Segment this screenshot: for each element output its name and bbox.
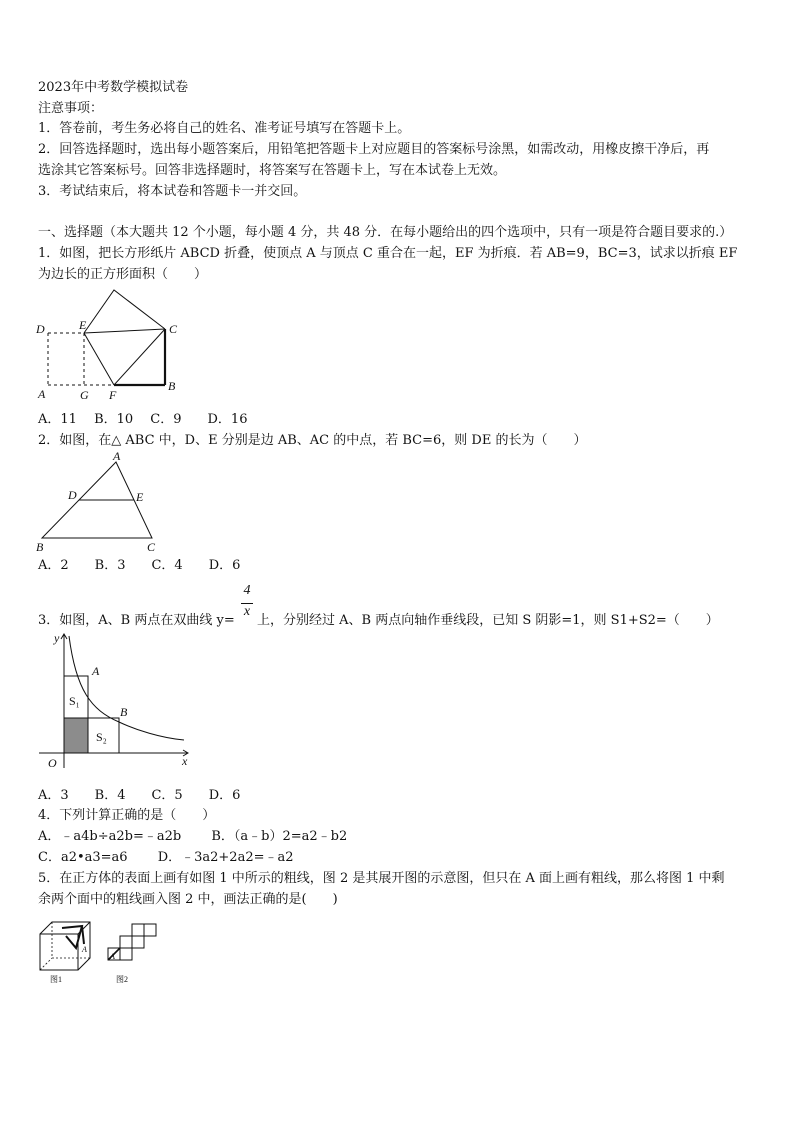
notice-title: 注意事项： xyxy=(38,101,104,116)
q3-text-before: 3．如图，A、B 两点在双曲线 y= xyxy=(38,613,235,628)
q4-options-row2: C．a2•a3=a6 D．﹣3a2+2a2=﹣a2 xyxy=(38,850,294,865)
notice-2: 2．回答选择题时，选出每小题答案后，用铅笔把答题卡上对应题目的答案标号涂黑，如需改动，用橡皮擦干净后，再 xyxy=(38,142,710,157)
q2-options: A．2 B．3 C．4 D．6 xyxy=(38,558,241,573)
label-A: A xyxy=(110,952,115,961)
label-A: A xyxy=(38,387,46,401)
label-G: G xyxy=(80,388,89,402)
notice-3: 3．考试结束后，将本试卷和答题卡一并交回。 xyxy=(38,184,307,199)
label-A: A xyxy=(82,945,87,954)
q3-text-after: 上，分别经过 A、B 两点向轴作垂线段，已知 S 阴影=1，则 S1+S2=（ ） xyxy=(257,613,719,628)
label-A: A xyxy=(92,664,100,678)
notice-1: 1．答卷前，考生务必将自己的姓名、准考证号填写在答题卡上。 xyxy=(38,121,411,136)
q2-text: 2．如图，在△ ABC 中，D、E 分别是边 AB、AC 的中点，若 BC=6，则 DE 的长为（ ） xyxy=(38,433,587,448)
exam-title: 2023年中考数学模拟试卷 xyxy=(38,80,189,95)
label-S1: S₁ xyxy=(69,694,80,708)
q2-figure xyxy=(34,448,164,556)
q5-figure-2-net xyxy=(104,922,164,988)
label-A: A xyxy=(113,449,121,463)
label-x: x xyxy=(182,754,188,768)
q4-text: 4．下列计算正确的是（ ） xyxy=(38,808,216,823)
q5-figure-1-cube xyxy=(36,918,96,988)
label-C: C xyxy=(147,540,156,554)
section-title: 一、选择题（本大题共 12 个小题，每小题 4 分，共 48 分．在每小题给出的四个选项中，只有一项是符合题目要求的.） xyxy=(38,225,733,240)
q1-figure xyxy=(34,286,194,402)
q3-options: A．3 B．4 C．5 D．6 xyxy=(38,788,241,803)
q1-text-cont: 为边长的正方形面积（ ） xyxy=(38,267,208,282)
q5-text-cont: 余两个面中的粗线画入图 2 中，画法正确的是( ) xyxy=(38,892,338,907)
label-E: E xyxy=(79,318,87,332)
q1-options: A．11 B．10 C．9 D．16 xyxy=(38,412,248,427)
label-S2: S₂ xyxy=(96,730,107,744)
label-E: E xyxy=(136,490,144,504)
label-D: D xyxy=(36,322,45,336)
q3-frac-numerator: 4 xyxy=(243,583,251,598)
label-B: B xyxy=(36,540,44,554)
label-B: B xyxy=(120,705,128,719)
figure-2-caption: 图2 xyxy=(116,975,128,984)
label-y: y xyxy=(54,631,60,645)
label-C: C xyxy=(169,322,178,336)
notice-2-cont: 选涂其它答案标号。回答非选择题时，将答案写在答题卡上，写在本试卷上无效。 xyxy=(38,163,507,178)
q4-options-row1: A．﹣a4b÷a2b=﹣a2b B．（a﹣b）2=a2﹣b2 xyxy=(38,829,348,844)
q3-frac-denominator: x xyxy=(243,604,251,619)
label-F: F xyxy=(109,388,117,402)
label-B: B xyxy=(168,379,176,393)
label-D: D xyxy=(68,488,77,502)
q1-text: 1．如图，把长方形纸片 ABCD 折叠，使顶点 A 与顶点 C 重合在一起，EF 为折痕．若 AB=9，BC=3，试求以折痕 EF xyxy=(38,246,738,261)
q5-text: 5．在正方体的表面上画有如图 1 中所示的粗线，图 2 是其展开图的示意图，但只在 A 面上画有粗线，那么将图 1 中剩 xyxy=(38,871,725,886)
label-O: O xyxy=(48,756,57,770)
q3-figure xyxy=(36,630,196,776)
figure-1-caption: 图1 xyxy=(50,975,62,984)
